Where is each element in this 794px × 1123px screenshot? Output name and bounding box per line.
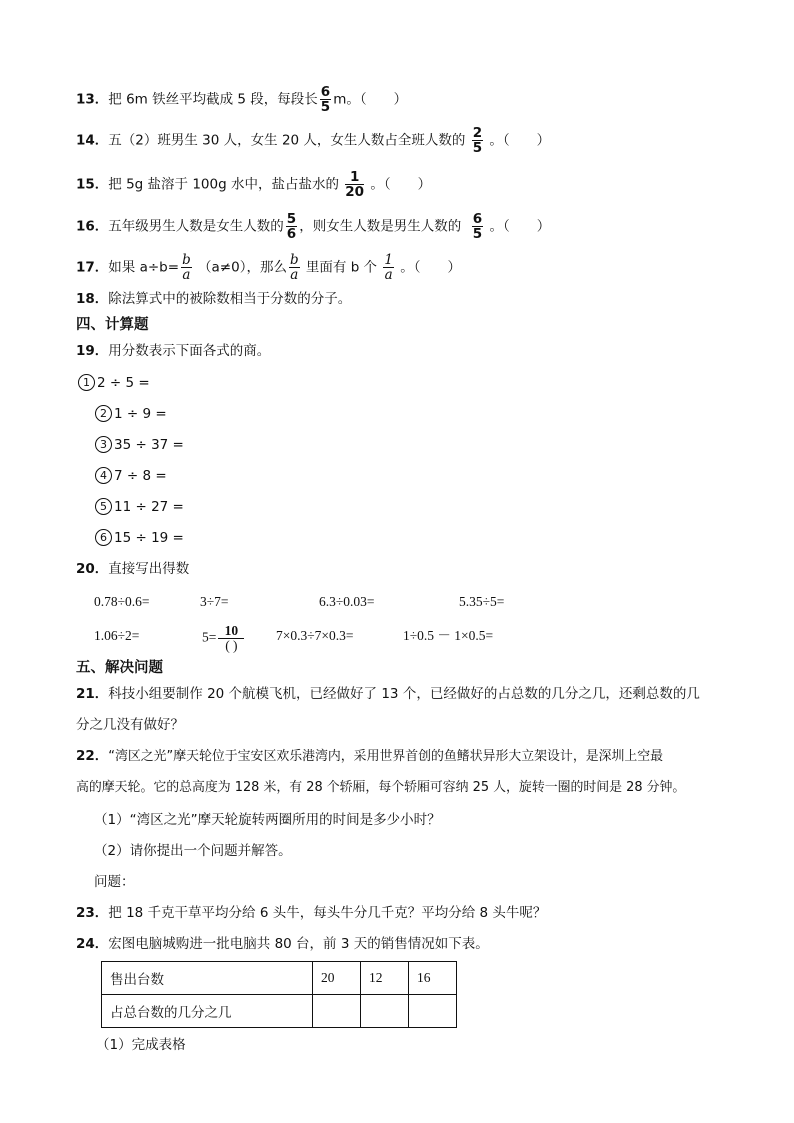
list-item xyxy=(95,466,167,486)
list-item xyxy=(78,373,150,393)
question-23 xyxy=(76,903,546,923)
question-text: 把 18 千克干草平均分给 6 头牛，每头牛分几千克？平均分给 8 头牛呢？ xyxy=(108,905,547,921)
fraction: $\frac{6}{5}$ xyxy=(472,211,483,242)
table-cell: 12 xyxy=(361,962,409,995)
circled-number: 1 xyxy=(78,374,95,391)
circled-number: 4 xyxy=(95,467,112,484)
question-text: 五年级男生人数是女生人数的 xyxy=(108,218,284,235)
answer-blank: 。（ ） xyxy=(400,259,461,276)
expression: 7×0.3÷7×0.3= xyxy=(276,628,354,643)
list-item xyxy=(95,435,184,455)
expression: 1 ÷ 9 = xyxy=(114,406,167,422)
table-row xyxy=(102,962,457,995)
question-text: 直接写出得数 xyxy=(108,561,190,577)
table-cell-empty xyxy=(361,995,409,1028)
question-text: 如果 a÷b= xyxy=(108,259,180,276)
question-text: 分之几没有做好？ xyxy=(76,717,184,733)
answer-label: 问题： xyxy=(94,874,135,890)
question-17 xyxy=(76,253,461,282)
circled-number: 6 xyxy=(95,529,112,546)
question-20 xyxy=(76,559,189,579)
answer-blank: 。（ ） xyxy=(489,132,551,149)
circled-number: 5 xyxy=(95,498,112,515)
question-24 xyxy=(76,934,489,954)
table-cell-empty xyxy=(409,995,457,1028)
fraction: $\frac{1}{20}$ xyxy=(345,169,365,200)
question-number: 20． xyxy=(76,561,109,577)
expression: 3÷7= xyxy=(200,594,229,609)
question-text: 高的摩天轮。它的总高度为 128 米，有 28 个轿厢，每个轿厢可容纳 25 人，旋转一圈的时间是 28 分钟。 xyxy=(76,780,686,795)
table-row xyxy=(102,995,457,1028)
question-number: 19． xyxy=(76,343,109,359)
question-text: 里面有 b 个 xyxy=(305,259,378,276)
fraction: $\frac{6}{5}$ xyxy=(320,84,331,115)
expression: 5= $\frac{10}{( )}$ xyxy=(202,624,246,653)
expression: 11 ÷ 27 = xyxy=(114,499,184,515)
table-cell: 16 xyxy=(409,962,457,995)
question-16 xyxy=(76,212,550,241)
section-heading-solve: 五、解决问题 xyxy=(76,660,163,676)
question-22 xyxy=(76,746,663,767)
table-cell: 20 xyxy=(313,962,361,995)
circled-number: 3 xyxy=(95,436,112,453)
question-number: 16． xyxy=(76,218,109,235)
sub-question: （1）完成表格 xyxy=(96,1037,186,1053)
question-text: ，则女生人数是男生人数的 xyxy=(299,218,462,235)
expression: 1÷0.5 － 1×0.5= xyxy=(403,628,494,643)
question-14 xyxy=(76,126,550,155)
question-number: 14． xyxy=(76,132,109,149)
question-21 xyxy=(76,684,700,704)
fraction: $\frac{10}{( )}$ xyxy=(218,624,244,653)
answer-blank: m。（ ） xyxy=(333,91,408,108)
expression: 15 ÷ 19 = xyxy=(114,530,184,546)
fraction: $\frac{b}{a}$ xyxy=(289,252,299,283)
question-18 xyxy=(76,289,351,309)
question-number: 22． xyxy=(76,748,109,764)
answer-blank: 。（ ） xyxy=(370,176,432,193)
fraction: $\frac{b}{a}$ xyxy=(182,252,191,283)
table-header-cell: 占总台数的几分之几 xyxy=(102,995,313,1028)
expression: 35 ÷ 37 = xyxy=(114,437,184,453)
sales-table xyxy=(101,961,457,1028)
fraction: $\frac{2}{5}$ xyxy=(472,125,483,156)
question-number: 21． xyxy=(76,686,109,702)
question-text: 科技小组要制作 20 个航模飞机，已经做好了 13 个，已经做好的占总数的几分之几，还剩总数的几 xyxy=(108,686,700,702)
circled-number: 2 xyxy=(95,405,112,422)
question-text: 把 6m 铁丝平均截成 5 段，每段长 xyxy=(108,91,318,108)
question-text: （a≠0），那么 xyxy=(198,259,287,276)
question-number: 13． xyxy=(76,91,109,108)
question-text: 除法算式中的被除数相当于分数的分子。 xyxy=(108,291,352,307)
question-number: 17． xyxy=(76,259,109,276)
question-text: 把 5g 盐溶于 100g 水中，盐占盐水的 xyxy=(108,176,339,193)
question-text: “湾区之光”摩天轮位于宝安区欢乐港湾内，采用世界首创的鱼鳍状异形大立架设计，是深圳上空最 xyxy=(108,749,664,764)
question-text: 宏图电脑城购进一批电脑共 80 台，前 3 天的销售情况如下表。 xyxy=(108,936,489,952)
list-item xyxy=(95,497,184,517)
fraction: $\frac{5}{6}$ xyxy=(286,211,297,242)
question-text: 五（2）班男生 30 人，女生 20 人，女生人数占全班人数的 xyxy=(108,132,466,149)
list-item xyxy=(95,528,184,548)
table-cell-empty xyxy=(313,995,361,1028)
expression: 7 ÷ 8 = xyxy=(114,468,167,484)
fraction: $\frac{1}{a}$ xyxy=(384,252,393,283)
sub-question: （1）“湾区之光”摩天轮旋转两圈所用的时间是多少小时？ xyxy=(94,812,441,828)
list-item xyxy=(95,404,167,424)
question-19 xyxy=(76,341,270,361)
expression: 1.06÷2= xyxy=(94,628,140,643)
answer-blank: 。（ ） xyxy=(489,218,551,235)
sub-question: （2）请你提出一个问题并解答。 xyxy=(94,843,292,859)
question-13 xyxy=(76,85,407,114)
question-number: 23． xyxy=(76,905,109,921)
expression: 0.78÷0.6= xyxy=(94,594,150,609)
expression: 5.35÷5= xyxy=(459,594,505,609)
question-text: 用分数表示下面各式的商。 xyxy=(108,343,271,359)
table-header-cell: 售出台数 xyxy=(102,962,313,995)
question-number: 15． xyxy=(76,176,109,193)
question-number: 24． xyxy=(76,936,109,952)
question-number: 18． xyxy=(76,291,109,307)
expression: 6.3÷0.03= xyxy=(319,594,375,609)
section-heading-calc: 四、计算题 xyxy=(76,317,149,333)
question-15 xyxy=(76,170,431,199)
expression: 2 ÷ 5 = xyxy=(97,375,150,391)
